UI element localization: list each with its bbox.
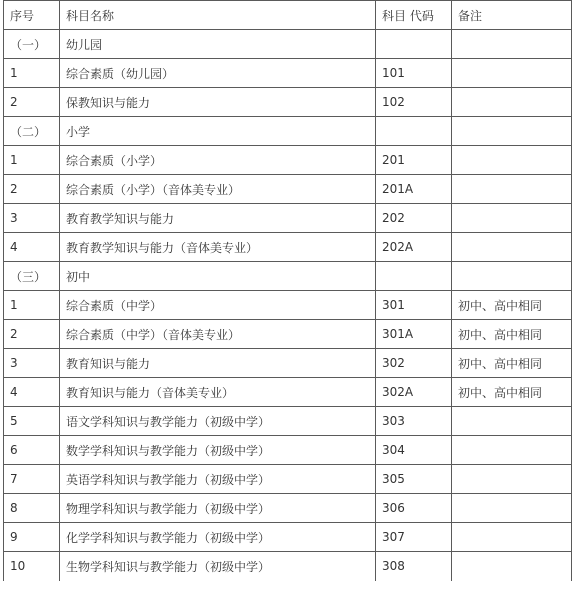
cell-no: 4 [4, 233, 60, 262]
cell-no: 1 [4, 146, 60, 175]
table-row [4, 146, 572, 175]
cell-no: 9 [4, 523, 60, 552]
table-row [4, 233, 572, 262]
cell-note [452, 146, 572, 175]
table-row [4, 378, 572, 407]
cell-no: 7 [4, 465, 60, 494]
table-row [4, 117, 572, 146]
cell-name: 教育知识与能力 [60, 349, 376, 378]
cell-note [452, 436, 572, 465]
cell-name: 综合素质（中学） [60, 291, 376, 320]
cell-note [452, 523, 572, 552]
table-row [4, 291, 572, 320]
cell-code: 306 [376, 494, 452, 523]
table-row [4, 465, 572, 494]
table-row [4, 175, 572, 204]
cell-name: 数学学科知识与教学能力（初级中学） [60, 436, 376, 465]
cell-code: 304 [376, 436, 452, 465]
cell-note: 初中、高中相同 [452, 378, 572, 407]
table-header-row [4, 1, 572, 30]
cell-note [452, 552, 572, 581]
table-row [4, 204, 572, 233]
cell-no: （二） [4, 117, 60, 146]
cell-no: 8 [4, 494, 60, 523]
cell-name: 物理学科知识与教学能力（初级中学） [60, 494, 376, 523]
cell-note [452, 59, 572, 88]
cell-note: 初中、高中相同 [452, 349, 572, 378]
cell-note [452, 465, 572, 494]
table-row [4, 262, 572, 291]
cell-no: 1 [4, 291, 60, 320]
cell-code [376, 262, 452, 291]
table-row [4, 88, 572, 117]
cell-code: 101 [376, 59, 452, 88]
header-code: 科目 代码 [376, 1, 452, 30]
cell-note [452, 88, 572, 117]
cell-no: 2 [4, 175, 60, 204]
cell-name: 综合素质（小学） [60, 146, 376, 175]
cell-name: 综合素质（幼儿园） [60, 59, 376, 88]
cell-no: 3 [4, 204, 60, 233]
cell-no: 4 [4, 378, 60, 407]
cell-name: 综合素质（小学）（音体美专业） [60, 175, 376, 204]
cell-no: 3 [4, 349, 60, 378]
cell-no: 2 [4, 320, 60, 349]
cell-code: 202A [376, 233, 452, 262]
cell-name: 幼儿园 [60, 30, 376, 59]
cell-name: 生物学科知识与教学能力（初级中学） [60, 552, 376, 581]
cell-note [452, 233, 572, 262]
cell-code: 303 [376, 407, 452, 436]
cell-name: 化学学科知识与教学能力（初级中学） [60, 523, 376, 552]
cell-no: 10 [4, 552, 60, 581]
cell-code: 301 [376, 291, 452, 320]
table-row [4, 349, 572, 378]
subject-table-container [3, 0, 571, 581]
cell-no: 5 [4, 407, 60, 436]
cell-name: 综合素质（中学）（音体美专业） [60, 320, 376, 349]
table-row [4, 494, 572, 523]
table-row [4, 30, 572, 59]
header-no: 序号 [4, 1, 60, 30]
cell-name: 教育教学知识与能力 [60, 204, 376, 233]
cell-code: 305 [376, 465, 452, 494]
cell-name: 保教知识与能力 [60, 88, 376, 117]
cell-code: 301A [376, 320, 452, 349]
cell-code: 302 [376, 349, 452, 378]
cell-note [452, 30, 572, 59]
table-row [4, 552, 572, 581]
cell-note [452, 175, 572, 204]
cell-code [376, 30, 452, 59]
cell-code [376, 117, 452, 146]
table-row [4, 320, 572, 349]
cell-name: 英语学科知识与教学能力（初级中学） [60, 465, 376, 494]
cell-note: 初中、高中相同 [452, 320, 572, 349]
cell-no: 2 [4, 88, 60, 117]
cell-name: 教育教学知识与能力（音体美专业） [60, 233, 376, 262]
cell-note [452, 407, 572, 436]
table-row [4, 436, 572, 465]
cell-name: 语文学科知识与教学能力（初级中学） [60, 407, 376, 436]
header-note: 备注 [452, 1, 572, 30]
cell-code: 308 [376, 552, 452, 581]
cell-code: 202 [376, 204, 452, 233]
cell-note: 初中、高中相同 [452, 291, 572, 320]
cell-note [452, 262, 572, 291]
cell-code: 302A [376, 378, 452, 407]
cell-name: 教育知识与能力（音体美专业） [60, 378, 376, 407]
cell-code: 201A [376, 175, 452, 204]
cell-code: 201 [376, 146, 452, 175]
table-row [4, 59, 572, 88]
cell-no: （三） [4, 262, 60, 291]
table-row [4, 407, 572, 436]
cell-name: 初中 [60, 262, 376, 291]
cell-name: 小学 [60, 117, 376, 146]
cell-no: 6 [4, 436, 60, 465]
table-row [4, 523, 572, 552]
header-name: 科目名称 [60, 1, 376, 30]
cell-note [452, 117, 572, 146]
cell-note [452, 204, 572, 233]
cell-note [452, 494, 572, 523]
cell-no: 1 [4, 59, 60, 88]
cell-code: 307 [376, 523, 452, 552]
cell-code: 102 [376, 88, 452, 117]
cell-no: （一） [4, 30, 60, 59]
subject-code-table [3, 0, 572, 581]
